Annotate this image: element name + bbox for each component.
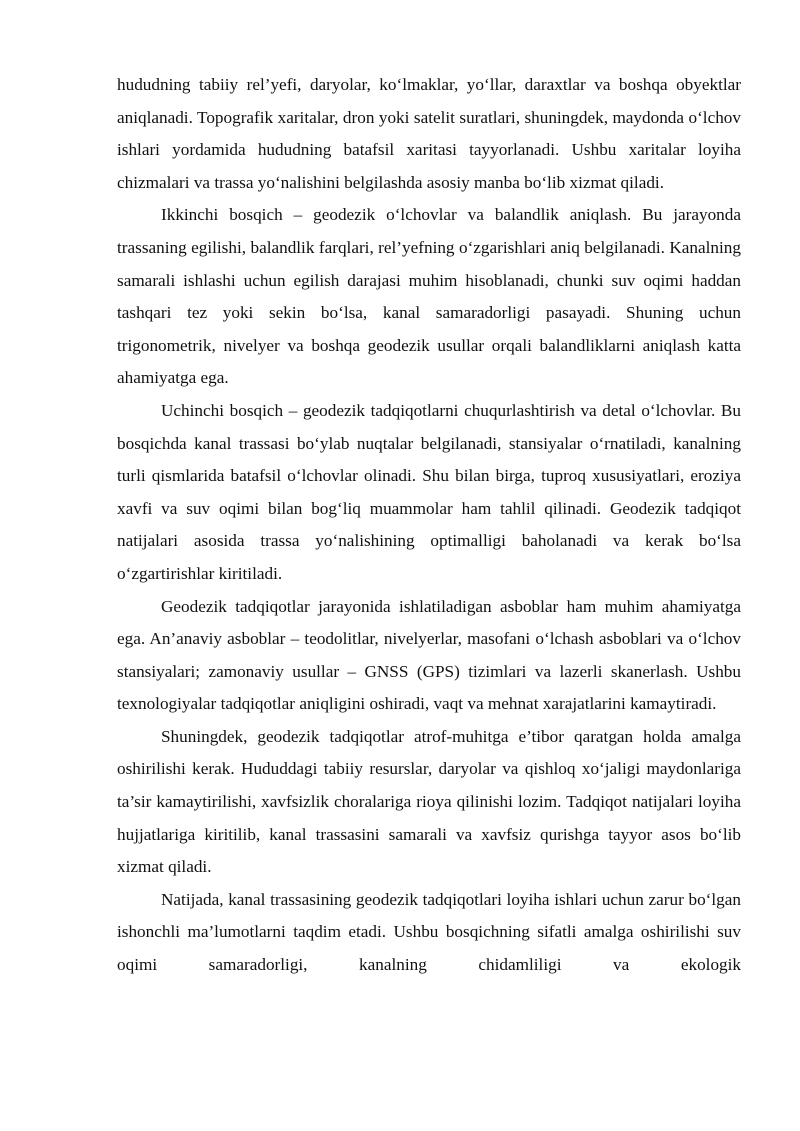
paragraph-6: Natijada, kanal trassasining geodezik tadqiqotlari loyiha ishlari uchun zarur bo‘lgan ishonchli ma’lumotlarni taqdim etadi. Ushbu bosqichning sifatli amalga oshirilishi suv oqimi samaradorligi, kanalning chidamliligi va ekologik <box>117 889 741 975</box>
paragraph-2: Ikkinchi bosqich – geodezik o‘lchovlar va balandlik aniqlash. Bu jarayonda trassaning egilishi, balandlik farqlari, rel’yefning o‘zgarishlari aniq belgilanadi. Kanalning samarali ishlashi uchun egilish darajasi muhim hisoblanadi, chunki suv oqimi haddan tashqari tez yoki sekin bo‘lsa, kanal samaradorligi pasayadi. Shuning uchun trigonometrik, nivelyer va boshqa geodezik usullar orqali balandliklarni aniqlash katta ahamiyatga ega. <box>117 205 741 388</box>
paragraph-4: Geodezik tadqiqotlar jarayonida ishlatiladigan asboblar ham muhim ahamiyatga ega. An’anaviy asboblar – teodolitlar, nivelyerlar, masofani o‘lchash asboblari va o‘lchov stansiyalari; zamonaviy usullar – GNSS (GPS) tizimlari va lazerli skanerlash. Ushbu texnologiyalar tadqiqotlar aniqligini oshiradi, vaqt va mehnat xarajatlarini kamaytiradi. <box>117 596 741 714</box>
paragraph-5: Shuningdek, geodezik tadqiqotlar atrof-muhitga e’tibor qaratgan holda amalga oshirilishi kerak. Hududdagi tabiiy resurslar, daryolar va qishloq xo‘jaligi maydonlariga ta’sir kamaytirilishi, xavfsizlik choralariga rioya qilinishi lozim. Tadqiqot natijalari loyiha hujjatlariga kiritilib, kanal trassasini samarali va xavfsiz qurishga tayyor asos bo‘lib xizmat qiladi. <box>117 726 741 877</box>
paragraph-1: hududning tabiiy rel’yefi, daryolar, ko‘lmaklar, yo‘llar, daraxtlar va boshqa obyektlar aniqlanadi. Topografik xaritalar, dron yoki satelit suratlari, shuningdek, maydonda o‘lchov ishlari yordamida hududning batafsil xaritasi tayyorlanadi. Ushbu xaritalar loyiha chizmalari va trassa yo‘nalishini belgilashda asosiy manba bo‘lib xizmat qiladi. <box>117 75 741 192</box>
paragraph-3: Uchinchi bosqich – geodezik tadqiqotlarni chuqurlashtirish va detal o‘lchovlar. Bu bosqichda kanal trassasi bo‘ylab nuqtalar belgilanadi, stansiyalar o‘rnatiladi, kanalning turli qismlarida batafsil o‘lchovlar olinadi. Shu bilan birga, tuproq xususiyatlari, eroziya xavfi va suv oqimi bilan bog‘liq muammolar ham tahlil qilinadi. Geodezik tadqiqot natijalari asosida trassa yo‘nalishining optimalligi baholanadi va kerak bo‘lsa o‘zgartirishlar kiritiladi. <box>117 400 741 583</box>
document-page <box>117 69 741 982</box>
